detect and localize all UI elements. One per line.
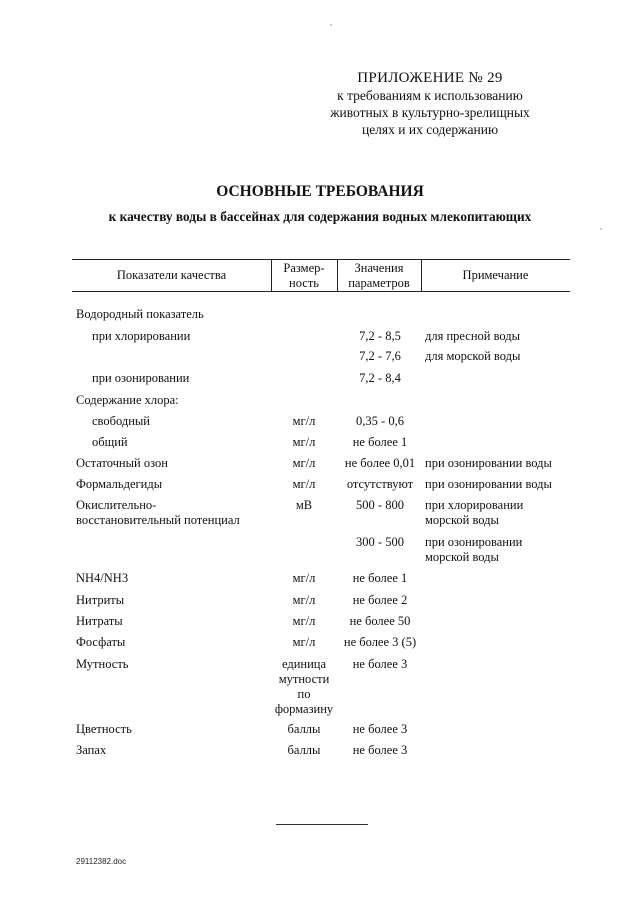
indicator-cell: при хлорировании bbox=[92, 329, 191, 343]
value-cell: 7,2 - 7,6 bbox=[359, 349, 401, 363]
appendix-header bbox=[300, 70, 560, 138]
footer-filename: 29112382.doc bbox=[76, 857, 127, 866]
indicator-cell: Фосфаты bbox=[76, 635, 126, 649]
value-cell: не более 50 bbox=[349, 614, 411, 628]
value-cell: 7,2 - 8,5 bbox=[359, 329, 401, 343]
table-top-rule bbox=[72, 259, 570, 260]
indicator-cell bbox=[76, 498, 276, 528]
value-cell: отсутствуют bbox=[346, 477, 414, 491]
note-cell: при озонировании воды bbox=[425, 477, 552, 491]
indicator-cell: при озонировании bbox=[92, 371, 190, 385]
footer-rule bbox=[276, 824, 368, 825]
value-cell: не более 3 bbox=[352, 657, 408, 671]
header-value bbox=[337, 261, 421, 291]
header-note: Примечание bbox=[462, 268, 529, 282]
appendix-number: ПРИЛОЖЕНИЕ № 29 bbox=[357, 70, 503, 86]
scan-speck bbox=[600, 228, 602, 230]
appendix-line-1: к требованиям к использованию bbox=[337, 88, 523, 103]
unit-cell: мг/л bbox=[292, 593, 316, 607]
indicator-cell: Мутность bbox=[76, 657, 129, 671]
unit-line-2: мутности bbox=[278, 672, 330, 686]
note-cell: при озонировании воды bbox=[425, 456, 552, 470]
unit-line-1: единица bbox=[281, 657, 327, 671]
header-unit-line-2: ность bbox=[289, 276, 319, 290]
note-cell: для пресной воды bbox=[425, 329, 521, 343]
document-title: ОСНОВНЫЕ ТРЕБОВАНИЯ bbox=[216, 183, 424, 200]
table-header-rule bbox=[72, 291, 570, 292]
value-cell: не более 3 (5) bbox=[343, 635, 417, 649]
unit-cell: баллы bbox=[287, 722, 321, 736]
header-value-line-2: параметров bbox=[348, 276, 410, 290]
unit-cell: мВ bbox=[295, 498, 313, 512]
unit-cell: мг/л bbox=[292, 414, 316, 428]
indicator-cell: Формальдегиды bbox=[76, 477, 163, 491]
indicator-cell: общий bbox=[92, 435, 128, 449]
document-subtitle: к качеству воды в бассейнах для содержания водных млекопитающих bbox=[108, 209, 532, 224]
value-cell: не более 3 bbox=[352, 743, 408, 757]
unit-line-3: по bbox=[297, 687, 311, 701]
unit-cell bbox=[272, 657, 336, 717]
unit-cell: мг/л bbox=[292, 614, 316, 628]
value-cell: 7,2 - 8,4 bbox=[359, 371, 401, 385]
indicator-cell: Содержание хлора: bbox=[76, 393, 179, 407]
value-cell: 300 - 500 bbox=[356, 535, 404, 549]
indicator-cell: свободный bbox=[92, 414, 151, 428]
header-indicator: Показатели качества bbox=[116, 268, 227, 282]
note-line-1: при озонировании bbox=[425, 535, 523, 549]
indicator-cell: NH4/NH3 bbox=[76, 571, 129, 585]
appendix-line-2: животных в культурно-зрелищных bbox=[330, 105, 530, 120]
header-unit bbox=[271, 261, 337, 291]
indicator-line-1: Окислительно- bbox=[76, 498, 157, 512]
note-line-2: морской воды bbox=[425, 550, 499, 564]
indicator-cell: Запах bbox=[76, 743, 107, 757]
indicator-cell: Цветность bbox=[76, 722, 132, 736]
note-cell bbox=[425, 535, 565, 565]
note-cell: для морской воды bbox=[425, 349, 521, 363]
indicator-line-2: восстановительный потенциал bbox=[76, 513, 240, 527]
unit-cell: мг/л bbox=[292, 456, 316, 470]
unit-cell: мг/л bbox=[292, 477, 316, 491]
unit-cell: мг/л bbox=[292, 571, 316, 585]
value-cell: 0,35 - 0,6 bbox=[356, 414, 404, 428]
value-cell: не более 1 bbox=[352, 571, 408, 585]
value-cell: 500 - 800 bbox=[356, 498, 404, 512]
unit-cell: мг/л bbox=[292, 635, 316, 649]
header-unit-line-1: Размер- bbox=[283, 261, 325, 275]
indicator-cell: Нитраты bbox=[76, 614, 123, 628]
value-cell: не более 2 bbox=[352, 593, 408, 607]
value-cell: не более 1 bbox=[352, 435, 408, 449]
value-cell: не более 0,01 bbox=[344, 456, 416, 470]
value-cell: не более 3 bbox=[352, 722, 408, 736]
unit-line-4: формазину bbox=[274, 702, 334, 716]
note-line-1: при хлорировании bbox=[425, 498, 524, 512]
indicator-cell: Остаточный озон bbox=[76, 456, 168, 470]
note-cell bbox=[425, 498, 565, 528]
scan-speck bbox=[330, 24, 332, 26]
unit-cell: мг/л bbox=[292, 435, 316, 449]
note-line-2: морской воды bbox=[425, 513, 499, 527]
appendix-line-3: целях и их содержанию bbox=[361, 122, 499, 137]
unit-cell: баллы bbox=[287, 743, 321, 757]
header-value-line-1: Значения bbox=[354, 261, 404, 275]
indicator-cell: Нитриты bbox=[76, 593, 125, 607]
indicator-cell: Водородный показатель bbox=[76, 307, 204, 321]
